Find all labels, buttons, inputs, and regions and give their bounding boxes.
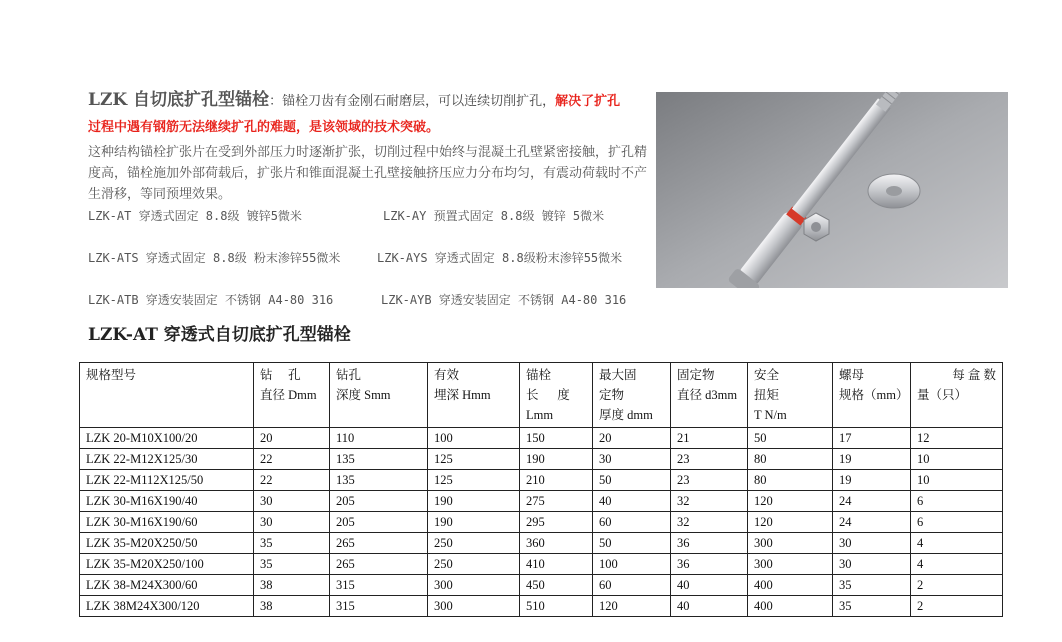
header-line: [917, 405, 996, 425]
table-cell: 450: [520, 575, 593, 596]
header-line: 长 度: [526, 388, 570, 402]
table-cell: 510: [520, 596, 593, 617]
table-cell: 30: [833, 554, 911, 575]
table-cell: 50: [748, 428, 833, 449]
header-line: 锚栓: [526, 368, 552, 382]
table-row: [80, 533, 1003, 554]
highlight-text-1: 解决了扩孔: [555, 94, 621, 109]
table-cell: 40: [593, 491, 671, 512]
header-line: Lmm: [526, 408, 554, 422]
header-line: [86, 405, 247, 425]
table-cell: 32: [671, 512, 748, 533]
product-title: LZK 自切底扩孔型锚栓: [88, 90, 270, 110]
table-cell: 6: [911, 491, 1003, 512]
header-line: 钻孔: [336, 368, 362, 382]
table-cell: 10: [911, 449, 1003, 470]
table-cell: 38: [254, 596, 330, 617]
table-cell: 36: [671, 554, 748, 575]
header-line: [86, 385, 247, 405]
table-cell: 265: [330, 533, 428, 554]
header-line: 有效: [434, 368, 460, 382]
table-cell: 300: [428, 596, 520, 617]
header-line: 深度 Smm: [336, 388, 391, 402]
header-line: 直径 Dmm: [260, 388, 317, 402]
table-cell: 4: [911, 533, 1003, 554]
table-cell: 30: [593, 449, 671, 470]
table-header-cell: [671, 363, 748, 428]
header-line: 安全: [754, 368, 780, 382]
table-cell: 10: [911, 470, 1003, 491]
table-cell: 30: [833, 533, 911, 554]
table-cell: 250: [428, 533, 520, 554]
table-header-row: [80, 363, 1003, 428]
table-cell: 22: [254, 470, 330, 491]
table-cell: 35: [254, 533, 330, 554]
table-row: [80, 428, 1003, 449]
table-cell: 190: [520, 449, 593, 470]
header-line: 量（只）: [917, 388, 968, 402]
table-cell: 40: [671, 596, 748, 617]
table-cell: 125: [428, 449, 520, 470]
table-cell: 24: [833, 512, 911, 533]
header-line: [434, 405, 513, 425]
anchor-bolt-image: [656, 92, 1008, 288]
highlight-text-2: 过程中遇有钢筋无法继续扩孔的难题，是该领域的技术突破。: [88, 120, 440, 135]
table-cell: 150: [520, 428, 593, 449]
table-cell: 135: [330, 470, 428, 491]
table-cell: 120: [748, 491, 833, 512]
title-suffix: ：锚栓刀齿有金刚石耐磨层，可以连续切削扩孔，: [269, 94, 556, 109]
table-row: [80, 554, 1003, 575]
header-line: 螺母: [839, 368, 865, 382]
table-cell: 4: [911, 554, 1003, 575]
header-line: [839, 405, 904, 425]
table-cell: LZK 20-M10X100/20: [80, 428, 254, 449]
spec-item-ay: LZK-AY 预置式固定 8.8级 镀锌 5微米: [383, 209, 605, 223]
spec-item-at: LZK-AT 穿透式固定 8.8级 镀锌5微米: [88, 209, 302, 223]
table-header-cell: [911, 363, 1003, 428]
header-line: 埋深 Hmm: [434, 388, 491, 402]
table-row: [80, 512, 1003, 533]
table-cell: 100: [593, 554, 671, 575]
table-cell: 60: [593, 575, 671, 596]
header-line: [336, 405, 421, 425]
table-row: [80, 596, 1003, 617]
description-paragraph: 这种结构锚栓扩张片在受到外部压力时逐渐扩张，切削过程中始终与混凝土孔壁紧密接触，扩孔精度高，锚栓施加外部荷载后，扩张片和锥面混凝土孔壁接触挤压应力分布均匀，有震动荷载时不产生滑移，等同预埋效果。: [88, 145, 648, 202]
table-cell: 400: [748, 596, 833, 617]
header-line: 最大固: [599, 368, 637, 382]
table-cell: 38: [254, 575, 330, 596]
table-cell: 120: [748, 512, 833, 533]
table-cell: 300: [748, 554, 833, 575]
header-line: 规格型号: [86, 368, 137, 382]
header-line: 规格（mm）: [839, 388, 909, 402]
table-header-cell: [330, 363, 428, 428]
table-cell: LZK 38M24X300/120: [80, 596, 254, 617]
header-line: T N/m: [754, 408, 787, 422]
table-cell: 80: [748, 470, 833, 491]
table-header-cell: [428, 363, 520, 428]
header-line: [677, 405, 741, 425]
table-cell: 410: [520, 554, 593, 575]
table-cell: 36: [671, 533, 748, 554]
table-header-cell: [748, 363, 833, 428]
table-cell: 315: [330, 596, 428, 617]
table-cell: 23: [671, 470, 748, 491]
header-line: 定物: [599, 388, 625, 402]
table-cell: 110: [330, 428, 428, 449]
table-cell: 250: [428, 554, 520, 575]
header-line: 扭矩: [754, 388, 780, 402]
table-row: [80, 470, 1003, 491]
table-cell: 135: [330, 449, 428, 470]
table-cell: LZK 35-M20X250/50: [80, 533, 254, 554]
table-cell: LZK 38-M24X300/60: [80, 575, 254, 596]
table-cell: 275: [520, 491, 593, 512]
table-header-cell: [593, 363, 671, 428]
spec-table-wrapper: [79, 362, 1003, 617]
table-cell: 23: [671, 449, 748, 470]
table-cell: 100: [428, 428, 520, 449]
table-cell: 22: [254, 449, 330, 470]
intro-block: [88, 88, 650, 205]
table-cell: 35: [254, 554, 330, 575]
header-line: 钻 孔: [260, 368, 301, 382]
table-cell: 400: [748, 575, 833, 596]
table-cell: 20: [254, 428, 330, 449]
intro-title-line: [88, 88, 650, 114]
table-cell: 30: [254, 491, 330, 512]
table-cell: LZK 35-M20X250/100: [80, 554, 254, 575]
table-header-cell: [520, 363, 593, 428]
highlight-line: [88, 116, 650, 140]
spec-table: [79, 362, 1003, 617]
table-header-cell: [833, 363, 911, 428]
table-cell: 300: [748, 533, 833, 554]
table-cell: 17: [833, 428, 911, 449]
table-cell: 50: [593, 533, 671, 554]
table-cell: 190: [428, 512, 520, 533]
section-title: LZK-AT 穿透式自切底扩孔型锚栓: [88, 325, 351, 345]
table-cell: 60: [593, 512, 671, 533]
table-row: [80, 449, 1003, 470]
spec-item-ays: LZK-AYS 穿透式固定 8.8级粉末渗锌55微米: [377, 251, 623, 265]
table-cell: 19: [833, 470, 911, 491]
table-cell: 21: [671, 428, 748, 449]
anchor-bolt-photo: [656, 92, 1008, 288]
table-cell: 360: [520, 533, 593, 554]
table-cell: 24: [833, 491, 911, 512]
table-cell: 40: [671, 575, 748, 596]
spec-item-ayb: LZK-AYB 穿透安装固定 不锈钢 A4-80 316: [381, 293, 627, 307]
header-line: 固定物: [677, 368, 715, 382]
table-cell: 205: [330, 512, 428, 533]
table-cell: 35: [833, 596, 911, 617]
table-cell: LZK 30-M16X190/40: [80, 491, 254, 512]
table-cell: 120: [593, 596, 671, 617]
table-header-cell: [254, 363, 330, 428]
table-cell: 295: [520, 512, 593, 533]
table-cell: 265: [330, 554, 428, 575]
table-cell: 30: [254, 512, 330, 533]
table-cell: 35: [833, 575, 911, 596]
table-cell: 190: [428, 491, 520, 512]
table-cell: 125: [428, 470, 520, 491]
table-cell: 210: [520, 470, 593, 491]
table-row: [80, 491, 1003, 512]
table-header-cell: [80, 363, 254, 428]
spec-item-atb: LZK-ATB 穿透安装固定 不锈钢 A4-80 316: [88, 293, 334, 307]
table-cell: 2: [911, 575, 1003, 596]
table-cell: 80: [748, 449, 833, 470]
table-cell: 2: [911, 596, 1003, 617]
header-line: 厚度 dmm: [599, 408, 653, 422]
table-cell: 19: [833, 449, 911, 470]
table-cell: LZK 22-M112X125/50: [80, 470, 254, 491]
table-row: [80, 575, 1003, 596]
table-cell: 6: [911, 512, 1003, 533]
header-line: 每 盒 数: [952, 368, 996, 382]
table-cell: 50: [593, 470, 671, 491]
table-cell: 315: [330, 575, 428, 596]
header-line: [260, 405, 323, 425]
table-cell: 205: [330, 491, 428, 512]
spec-item-ats: LZK-ATS 穿透式固定 8.8级 粉末渗锌55微米: [88, 251, 341, 265]
table-cell: 20: [593, 428, 671, 449]
table-cell: 300: [428, 575, 520, 596]
header-line: 直径 d3mm: [677, 388, 738, 402]
table-cell: LZK 22-M12X125/30: [80, 449, 254, 470]
table-cell: 32: [671, 491, 748, 512]
table-cell: 12: [911, 428, 1003, 449]
table-cell: LZK 30-M16X190/60: [80, 512, 254, 533]
